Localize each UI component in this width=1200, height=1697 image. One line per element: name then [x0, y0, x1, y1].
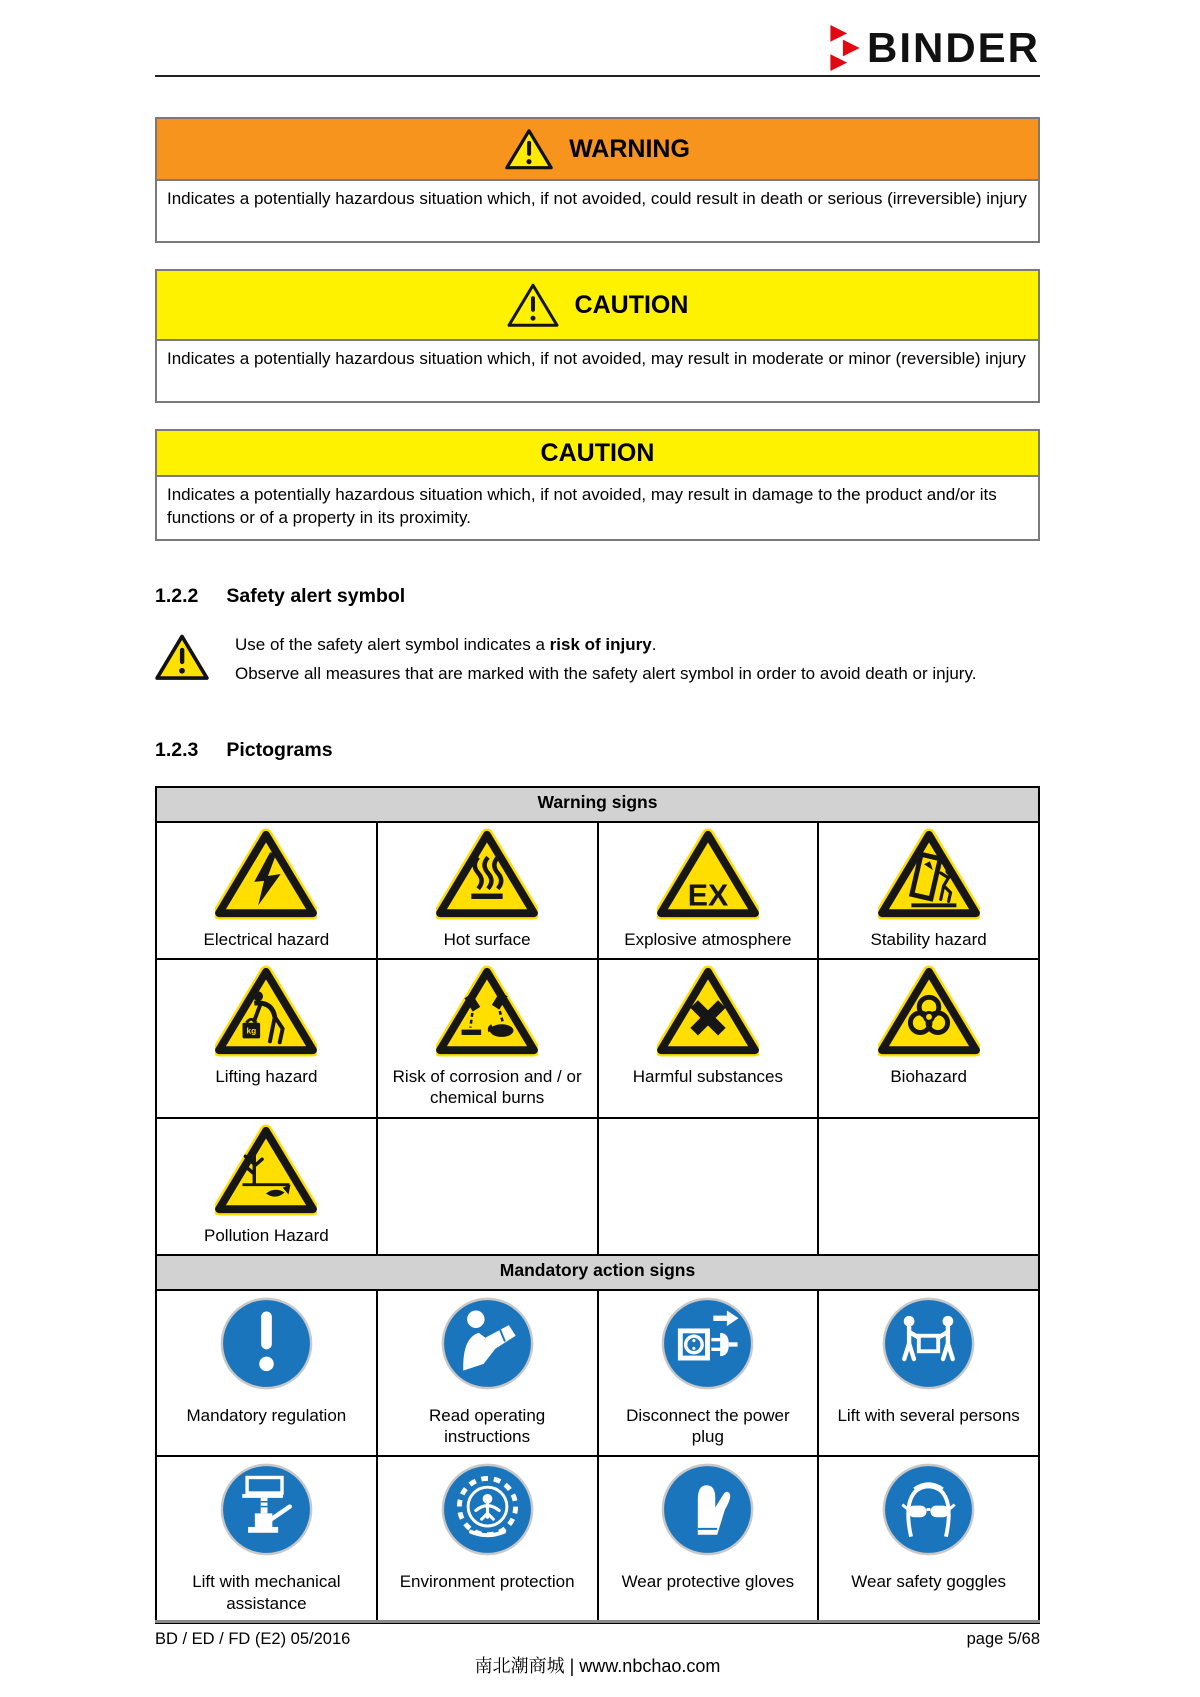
- binder-logo-text: BINDER: [866, 24, 1040, 71]
- read-instructions-icon: [439, 1295, 536, 1392]
- cell-read-instructions: [377, 1290, 598, 1457]
- disconnect-plug-icon: [659, 1295, 756, 1392]
- safety-goggles-icon: [880, 1461, 977, 1558]
- caution-material-box: [155, 429, 1040, 541]
- svg-text:EX: EX: [687, 879, 729, 913]
- note-line1-pre: Use of the safety alert symbol indicates a: [235, 634, 550, 654]
- pictogram-label: Read operating instructions: [428, 1405, 546, 1447]
- warning-row-3: [156, 1118, 1039, 1255]
- cell-empty: [598, 1118, 819, 1255]
- corrosion-risk-icon: [436, 964, 538, 1057]
- warning-box-header: [157, 119, 1038, 179]
- warning-row-1: [156, 822, 1039, 959]
- cell-mandatory-regulation: [156, 1290, 377, 1457]
- svg-text:kg: kg: [246, 1025, 257, 1036]
- explosive-atmosphere-icon: [657, 827, 759, 920]
- section-122-number: 1.2.2: [155, 584, 199, 607]
- caution-injury-header: [157, 271, 1038, 339]
- pictogram-label: Lift with mechanical assistance: [192, 1572, 341, 1613]
- mandatory-signs-band: Mandatory action signs: [156, 1255, 1039, 1290]
- section-123-heading: [155, 739, 1040, 762]
- pictogram-label: Risk of corrosion and / or chemical burns: [392, 1067, 582, 1108]
- safety-alert-triangle-icon: [155, 632, 209, 682]
- footer-page-number: page 5/68: [966, 1630, 1040, 1648]
- mandatory-regulation-icon: [218, 1295, 315, 1392]
- warning-box: [155, 117, 1040, 243]
- pictogram-label: Biohazard: [890, 1067, 967, 1087]
- caution-material-header: [157, 431, 1038, 475]
- pictogram-label: Electrical hazard: [203, 929, 330, 949]
- warning-triangle-icon: [505, 127, 553, 171]
- safety-alert-text: [235, 632, 976, 691]
- warning-row-2: [156, 959, 1039, 1118]
- cell-empty: [818, 1118, 1039, 1255]
- stability-hazard-icon: [878, 827, 980, 920]
- lifting-hazard-icon: [215, 964, 317, 1057]
- caution-injury-title: CAUTION: [574, 290, 689, 319]
- cell-protective-gloves: [598, 1456, 819, 1623]
- binder-arrows-icon: [827, 24, 863, 72]
- pictogram-label: Explosive atmosphere: [624, 929, 792, 949]
- warning-body: Indicates a potentially hazardous situation which, if not avoided, could result in death or serious (irreversible) injury: [157, 179, 1038, 241]
- page-content: [155, 0, 1040, 1624]
- cell-harmful-substances: [598, 959, 819, 1118]
- harmful-substances-icon: [657, 964, 759, 1057]
- cell-environment-protection: [377, 1456, 598, 1623]
- cell-biohazard: [818, 959, 1039, 1118]
- section-123-title: Pictograms: [226, 738, 333, 761]
- pictogram-label: Harmful substances: [632, 1067, 783, 1087]
- cell-explosive-atmosphere: [598, 822, 819, 959]
- pictogram-label: Pollution Hazard: [204, 1225, 329, 1245]
- electrical-hazard-icon: [215, 827, 317, 920]
- watermark-text: 南北潮商城 | www.nbchao.com: [474, 1656, 721, 1676]
- caution-triangle-outline-icon: [507, 281, 559, 329]
- warning-signs-band: Warning signs: [156, 787, 1039, 822]
- pictogram-label: Lift with several persons: [837, 1405, 1020, 1425]
- cell-disconnect-plug: [598, 1290, 819, 1457]
- note-line1-post: .: [651, 634, 657, 654]
- cell-pollution-hazard: [156, 1118, 377, 1255]
- footer-rule: [155, 1620, 1040, 1623]
- section-123-number: 1.2.3: [155, 738, 199, 761]
- cell-empty: [377, 1118, 598, 1255]
- cell-hot-surface: [377, 822, 598, 959]
- header-rule: [155, 75, 1040, 77]
- pictogram-label: Wear protective gloves: [621, 1572, 795, 1592]
- pictogram-label: Disconnect the power plug: [626, 1405, 790, 1447]
- cell-lift-mechanical: [156, 1456, 377, 1623]
- pictogram-label: Lifting hazard: [215, 1067, 318, 1087]
- lift-several-persons-icon: [880, 1295, 977, 1392]
- pictogram-label: Environment protection: [399, 1572, 575, 1592]
- caution-material-title: CAUTION: [540, 438, 655, 467]
- mandatory-row-2: [156, 1456, 1039, 1623]
- cell-corrosion-risk: [377, 959, 598, 1118]
- pictogram-table: [155, 786, 1040, 1624]
- lift-mechanical-icon: [218, 1461, 315, 1558]
- cell-lifting-hazard: [156, 959, 377, 1118]
- protective-gloves-icon: [659, 1461, 756, 1558]
- warning-title: WARNING: [569, 134, 690, 163]
- note-line2: Observe all measures that are marked with the safety alert symbol in order to avoid death or injury.: [235, 664, 977, 684]
- hot-surface-icon: [436, 827, 538, 920]
- footer-doc-id: BD / ED / FD (E2) 05/2016: [155, 1630, 351, 1648]
- biohazard-icon: [878, 964, 980, 1057]
- cell-stability-hazard: [818, 822, 1039, 959]
- cell-safety-goggles: [818, 1456, 1039, 1623]
- caution-injury-body: Indicates a potentially hazardous situation which, if not avoided, may result in moderate or minor (reversible) injury: [157, 339, 1038, 401]
- mandatory-row-1: [156, 1290, 1039, 1457]
- pictogram-label: Wear safety goggles: [851, 1572, 1006, 1592]
- note-line1-bold: risk of injury: [549, 634, 652, 654]
- safety-alert-note: [155, 632, 1040, 691]
- pictogram-label: Mandatory regulation: [186, 1405, 347, 1425]
- pollution-hazard-icon: [215, 1123, 317, 1216]
- caution-material-body: Indicates a potentially hazardous situation which, if not avoided, may result in damage to the product and/or its functions or of a property in its proximity.: [157, 475, 1038, 539]
- cell-electrical-hazard: [156, 822, 377, 959]
- caution-injury-box: [155, 269, 1040, 403]
- cell-lift-several-persons: [818, 1290, 1039, 1457]
- binder-logo: [155, 0, 1040, 72]
- pictogram-label: Hot surface: [443, 929, 531, 949]
- section-122-title: Safety alert symbol: [226, 584, 406, 607]
- pictogram-label: Stability hazard: [870, 929, 987, 949]
- environment-protection-icon: [439, 1461, 536, 1558]
- page-footer: [155, 1620, 1040, 1678]
- section-122-heading: [155, 585, 1040, 608]
